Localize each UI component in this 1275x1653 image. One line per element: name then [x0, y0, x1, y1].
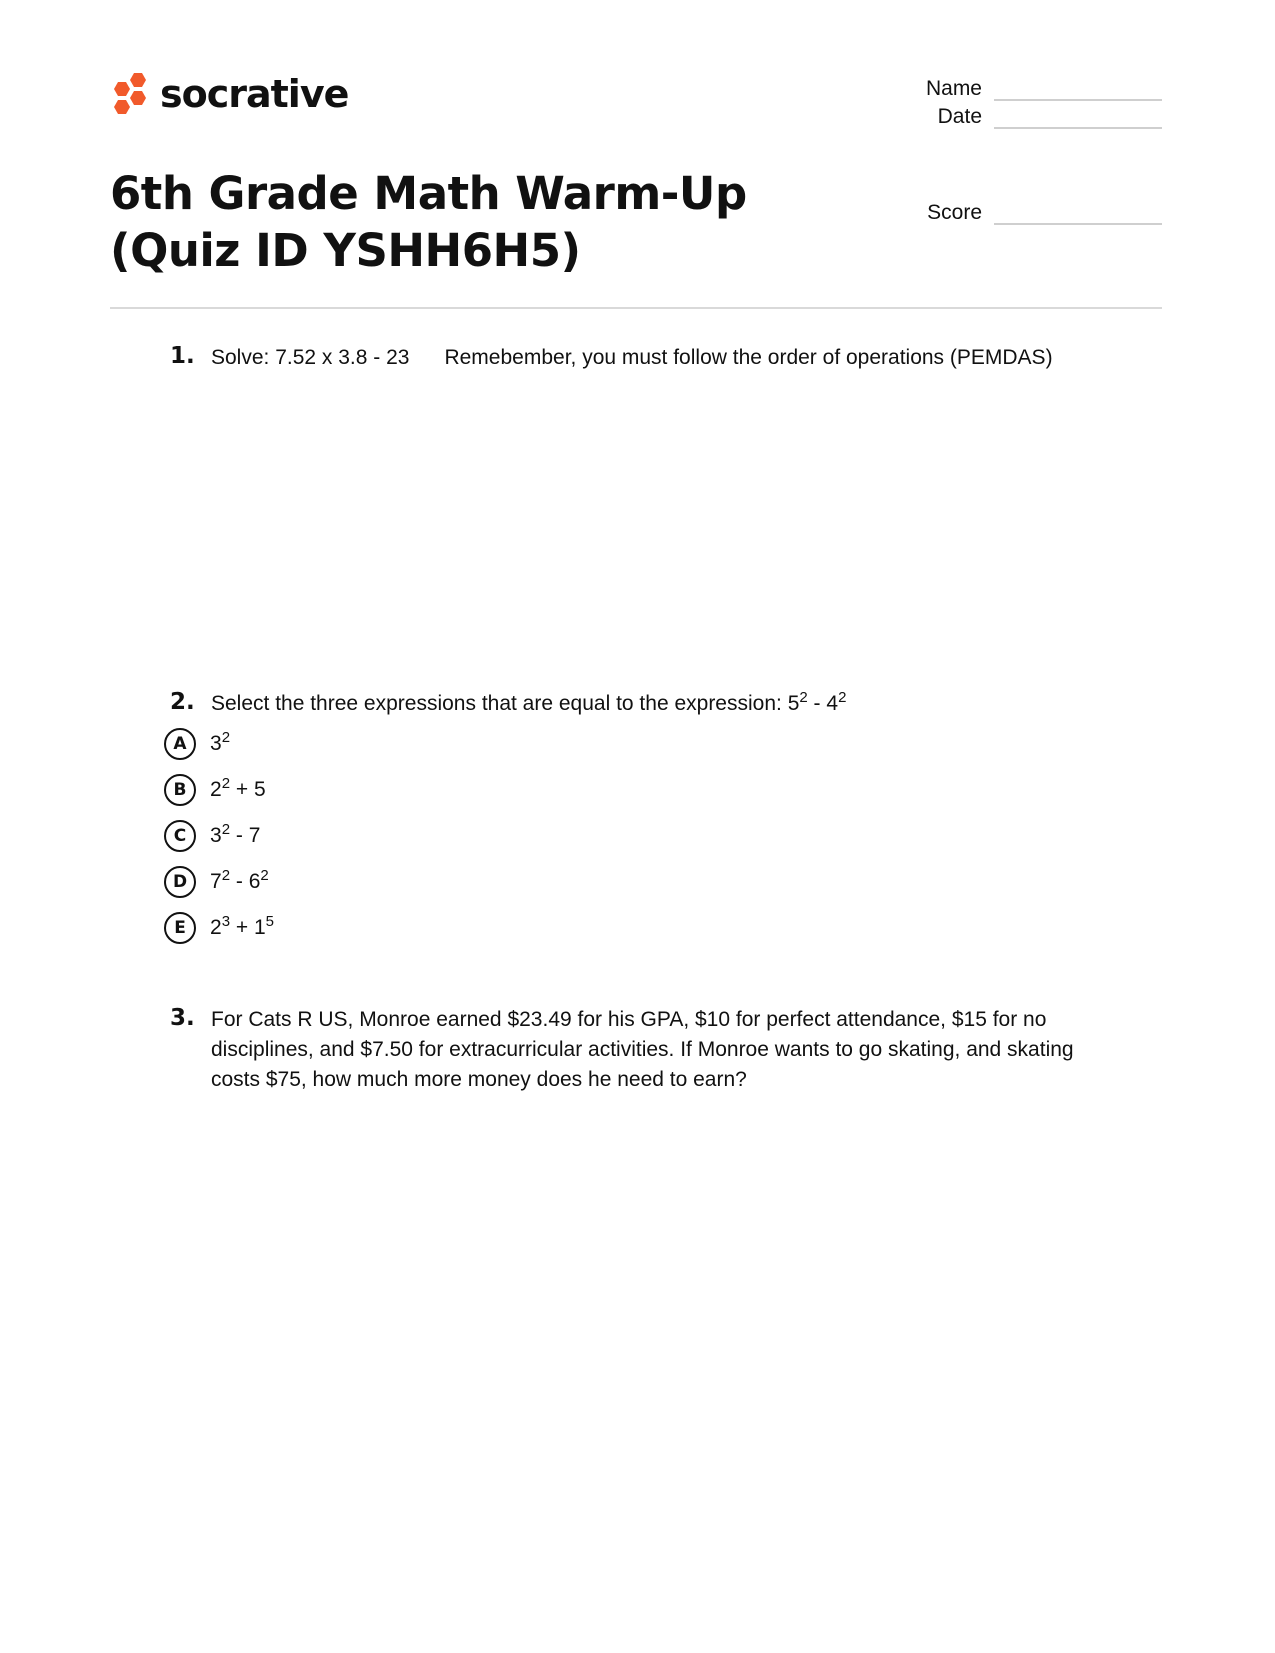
page-title: 6th Grade Math Warm-Up (Quiz ID YSHH6H5) — [110, 167, 747, 277]
header-divider — [110, 307, 1162, 309]
choice-bubble[interactable]: E — [164, 912, 196, 944]
name-input-line[interactable] — [994, 99, 1162, 101]
choice-bubble[interactable]: B — [164, 774, 196, 806]
score-field[interactable] — [880, 200, 1162, 226]
name-field[interactable] — [880, 76, 1162, 102]
choice-bubble[interactable]: D — [164, 866, 196, 898]
choice-d[interactable] — [164, 865, 464, 899]
question-text: For Cats R US, Monroe earned $23.49 for his GPA, $10 for perfect attendance, $15 for no disciplines, and $7.50 for extracurricular activities. If Monroe wants to go skating, and skating costs $75, how much more money does he need to earn? — [211, 1008, 1080, 1091]
choice-bubble[interactable]: A — [164, 728, 196, 760]
question-number: 1. — [170, 343, 195, 369]
expression: $5^2 - 4^2$ — [787, 689, 847, 715]
choice-c[interactable] — [164, 819, 464, 853]
score-label: Score — [927, 201, 982, 224]
date-label: Date — [937, 105, 982, 128]
question-number: 3. — [170, 1005, 195, 1031]
choice-e[interactable] — [164, 911, 464, 945]
choice-text: $3^2$ — [210, 729, 231, 755]
name-label: Name — [925, 77, 982, 100]
choice-a[interactable] — [164, 727, 464, 761]
brand-name: socrative — [160, 72, 349, 116]
question-number: 2. — [170, 689, 195, 715]
hexagon-cluster-icon — [110, 71, 150, 121]
date-field[interactable] — [880, 104, 1162, 130]
choice-text: $2^3 + 1^5$ — [210, 913, 274, 939]
choice-text: $2^2 + 5$ — [210, 775, 266, 801]
choice-text: $3^2 - 7$ — [210, 821, 261, 847]
choice-bubble[interactable]: C — [164, 820, 196, 852]
choice-text: $7^2 - 6^2$ — [210, 867, 269, 893]
question-prompt: Select the three expressions that are equal to the expression: — [211, 692, 788, 715]
choice-b[interactable] — [164, 773, 464, 807]
date-input-line[interactable] — [994, 127, 1162, 129]
question-text: Solve: 7.52 x 3.8 - 23 Remebember, you must follow the order of operations (PEMDAS) — [211, 346, 1053, 369]
score-input-line[interactable] — [994, 223, 1162, 225]
socrative-logo — [110, 70, 348, 122]
question-text — [211, 689, 1111, 719]
